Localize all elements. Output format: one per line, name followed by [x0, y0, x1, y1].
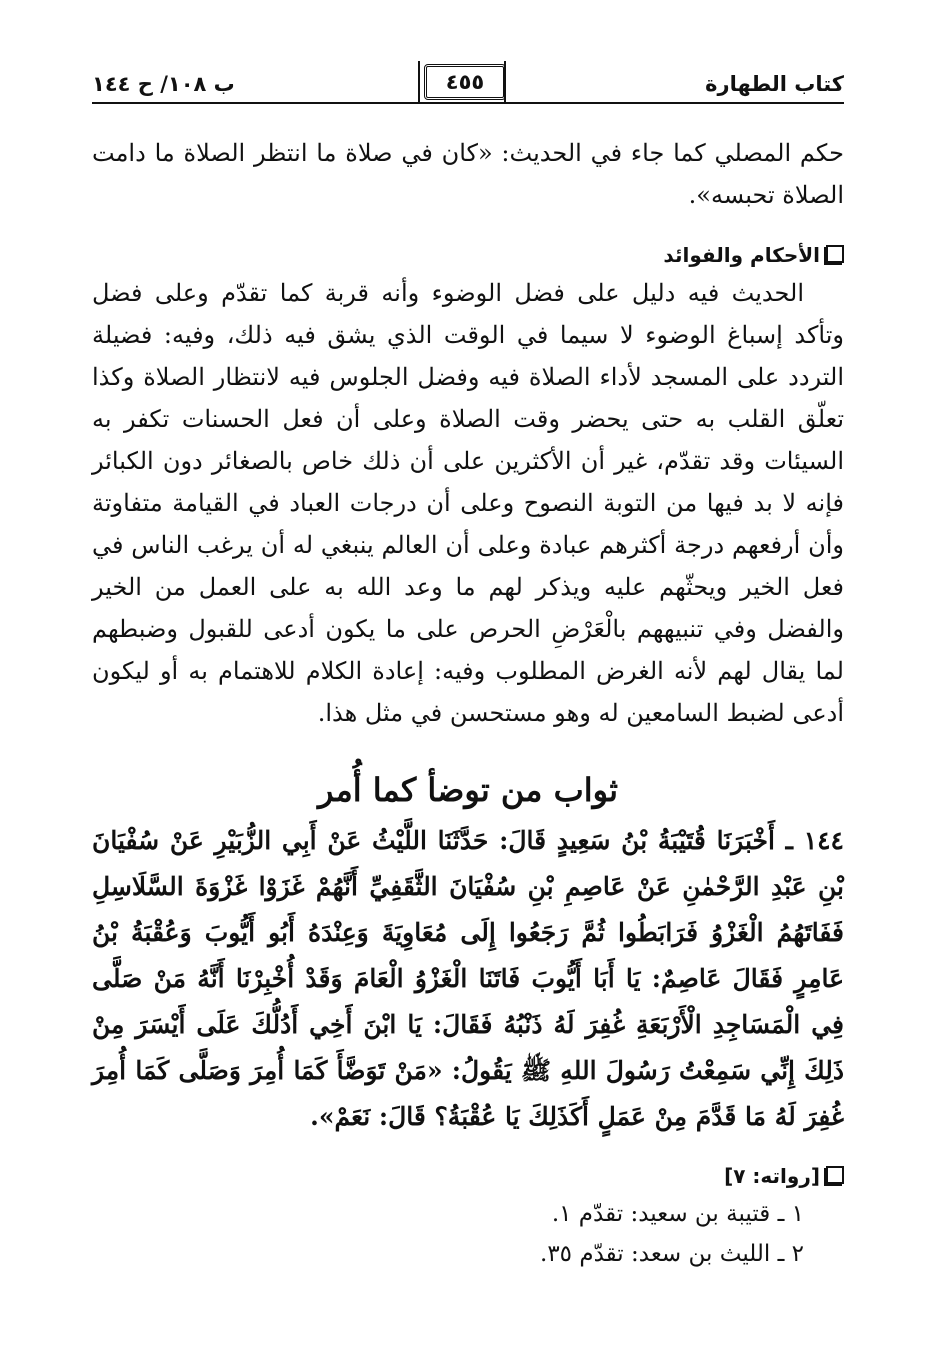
rulings-heading-text: الأحكام والفوائد: [663, 243, 820, 267]
list-item: ١ ـ قتيبة بن سعيد: تقدّم ١.: [551, 1201, 804, 1227]
header-divider: [92, 102, 844, 104]
square-bullet-icon: [826, 245, 844, 263]
narrators-heading-text: [رواته: ٧]: [724, 1164, 820, 1188]
list-item: ٢ ـ الليث بن سعد: تقدّم ٣٥.: [540, 1241, 804, 1267]
narrators-list: [92, 1194, 844, 1274]
chapter-title: ثواب من توضأ كما أُمر: [317, 771, 619, 809]
rulings-paragraph: الحديث فيه دليل على فضل الوضوء وأنه قربة كما تقدّم وعلى فضل وتأكد إسباغ الوضوء لا سيما في الوقت الذي يشق فيه ذلك، وفيه: فضيلة التردد على المسجد لأداء الصلاة فيه وفضل الجلوس فيه لانتظار الصلاة وكذا تعلّق القلب به حتى يحضر وقت الصلاة وعلى أن فعل الحسنات تكفر به السيئات وقد تقدّم، غير أن الأكثرين على أن ذلك خاص بالصغائر دون الكبائر فإنه لا بد فيها من التوبة النصوح وعلى أن درجات العباد في القيامة متفاوتة وأن أرفعهم درجة أكثرهم عبادة وعلى أن العالم ينبغي له أن يرغب الناس في فعل الخير ويحثّهم عليه ويذكر لهم ما وعد الله به على العمل من الخير والفضل وفي تنبيههم بالْعَرْضِ الحرص على ما يكون أدعى للقبول وضبطهم لما يقال لهم لأنه الغرض المطلوب وفيه: إعادة الكلام للاهتمام به أو ليكون أدعى لضبط السامعين له وهو مستحسن في مثل هذا.: [92, 279, 844, 727]
document-page: [92, 58, 844, 1274]
intro-paragraph: حكم المصلي كما جاء في الحديث: «كان في صلاة ما انتظر الصلاة ما دامت الصلاة تحبسه».: [92, 139, 844, 209]
chapter-reference: ب ١٠٨/ ح ١٤٤: [92, 72, 235, 96]
hadith-text: ١٤٤ ـ أَخْبَرَنَا قُتَيْبَةُ بْنُ سَعِيدٍ قَالَ: حَدَّثَنَا اللَّيْثُ عَنْ أَبِي الزُّبَيْرِ عَنْ سُفْيَانَ بْنِ عَبْدِ الرَّحْمٰنِ عَنْ عَاصِمِ بْنِ سُفْيَانَ الثَّقَفِيِّ أَنَّهُمْ غَزَوْا غَزْوَةَ السَّلَاسِلِ فَفَاتَهُمُ الْغَزْوُ فَرَابَطُوا ثُمَّ رَجَعُوا إِلَى مُعَاوِيَةَ وَعِنْدَهُ أَبُو أَيُّوبَ وَعُقْبَةُ بْنُ عَامِرٍ فَقَالَ عَاصِمٌ: يَا أَبَا أَيُّوبَ فَاتَنَا الْغَزْوُ الْعَامَ وَقَدْ أُخْبِرْنَا أَنَّهُ مَنْ صَلَّى فِي الْمَسَاجِدِ الْأَرْبَعَةِ غُفِرَ لَهُ ذَنْبُهُ فَقَالَ: يَا ابْنَ أَخِي أَدُلُّكَ عَلَى أَيْسَرَ مِنْ ذَلِكَ إِنِّي سَمِعْتُ رَسُولَ اللهِ ﷺ يَقُولُ: «مَنْ تَوَضَّأَ كَمَا أُمِرَ وَصَلَّى كَمَا أُمِرَ غُفِرَ لَهُ مَا قَدَّمَ مِنْ عَمَلٍ أَكَذَلِكَ يَا عُقْبَةُ؟ قَالَ: نَعَمْ».: [92, 826, 844, 1131]
rulings-heading: [92, 238, 844, 272]
page-number: ٤٥٥: [424, 64, 506, 100]
book-title: كتاب الطهارة: [705, 72, 844, 96]
square-bullet-icon: [826, 1166, 844, 1184]
narrators-heading: [92, 1158, 844, 1194]
page-header: [92, 58, 844, 104]
